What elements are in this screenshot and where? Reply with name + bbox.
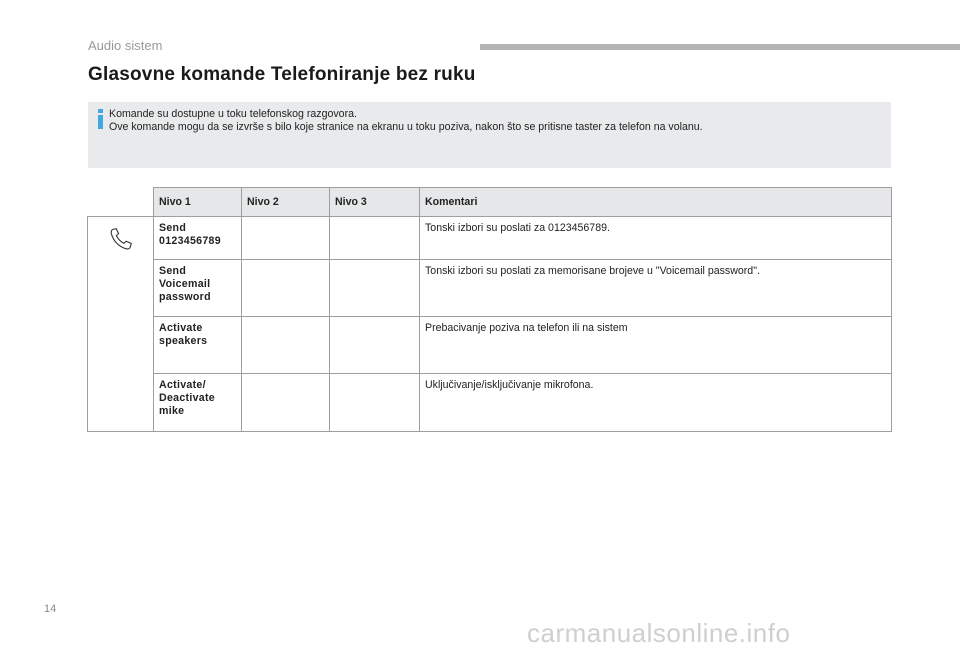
level2-cell [242, 374, 330, 432]
comment-cell: Tonski izbori su poslati za memorisane brojeve u "Voicemail password". [420, 260, 892, 317]
column-header: Nivo 2 [242, 188, 330, 217]
info-box [88, 102, 891, 168]
table-header-row [88, 188, 892, 217]
watermark: carmanualsonline.info [527, 618, 791, 648]
section-header: Audio sistem [88, 38, 163, 53]
comment-cell: Tonski izbori su poslati za 0123456789. [420, 217, 892, 260]
level1-cell: Activate/ Deactivate mike [154, 374, 242, 432]
level2-cell [242, 260, 330, 317]
info-icon [96, 109, 106, 129]
info-text [109, 108, 879, 134]
level1-cell: Send Voicemail password [154, 260, 242, 317]
page-title: Glasovne komande Telefoniranje bez ruku [88, 64, 476, 85]
column-header: Nivo 3 [330, 188, 420, 217]
header-bar [480, 44, 960, 50]
level1-cell: Activate speakers [154, 317, 242, 374]
page-number: 14 [44, 603, 57, 615]
level3-cell [330, 374, 420, 432]
level3-cell [330, 317, 420, 374]
column-header: Nivo 1 [154, 188, 242, 217]
table-row [88, 374, 892, 432]
level3-cell [330, 260, 420, 317]
comment-cell: Uključivanje/isključivanje mikrofona. [420, 374, 892, 432]
table-row [88, 260, 892, 317]
phone-icon [108, 226, 134, 252]
table-row [88, 317, 892, 374]
level2-cell [242, 317, 330, 374]
table-row [88, 217, 892, 260]
level1-cell: Send 0123456789 [154, 217, 242, 260]
info-line: Ove komande mogu da se izvrše s bilo koje stranice na ekranu u toku poziva, nakon što se pritisne taster za telefon na volanu. [109, 121, 703, 133]
info-line: Komande su dostupne u toku telefonskog razgovora. [109, 108, 357, 120]
level3-cell [330, 217, 420, 260]
header-blank-cell [88, 188, 154, 217]
comment-cell: Prebacivanje poziva na telefon ili na sistem [420, 317, 892, 374]
voice-commands-table [87, 187, 892, 432]
icon-cell [88, 217, 154, 432]
level2-cell [242, 217, 330, 260]
column-header: Komentari [420, 188, 892, 217]
